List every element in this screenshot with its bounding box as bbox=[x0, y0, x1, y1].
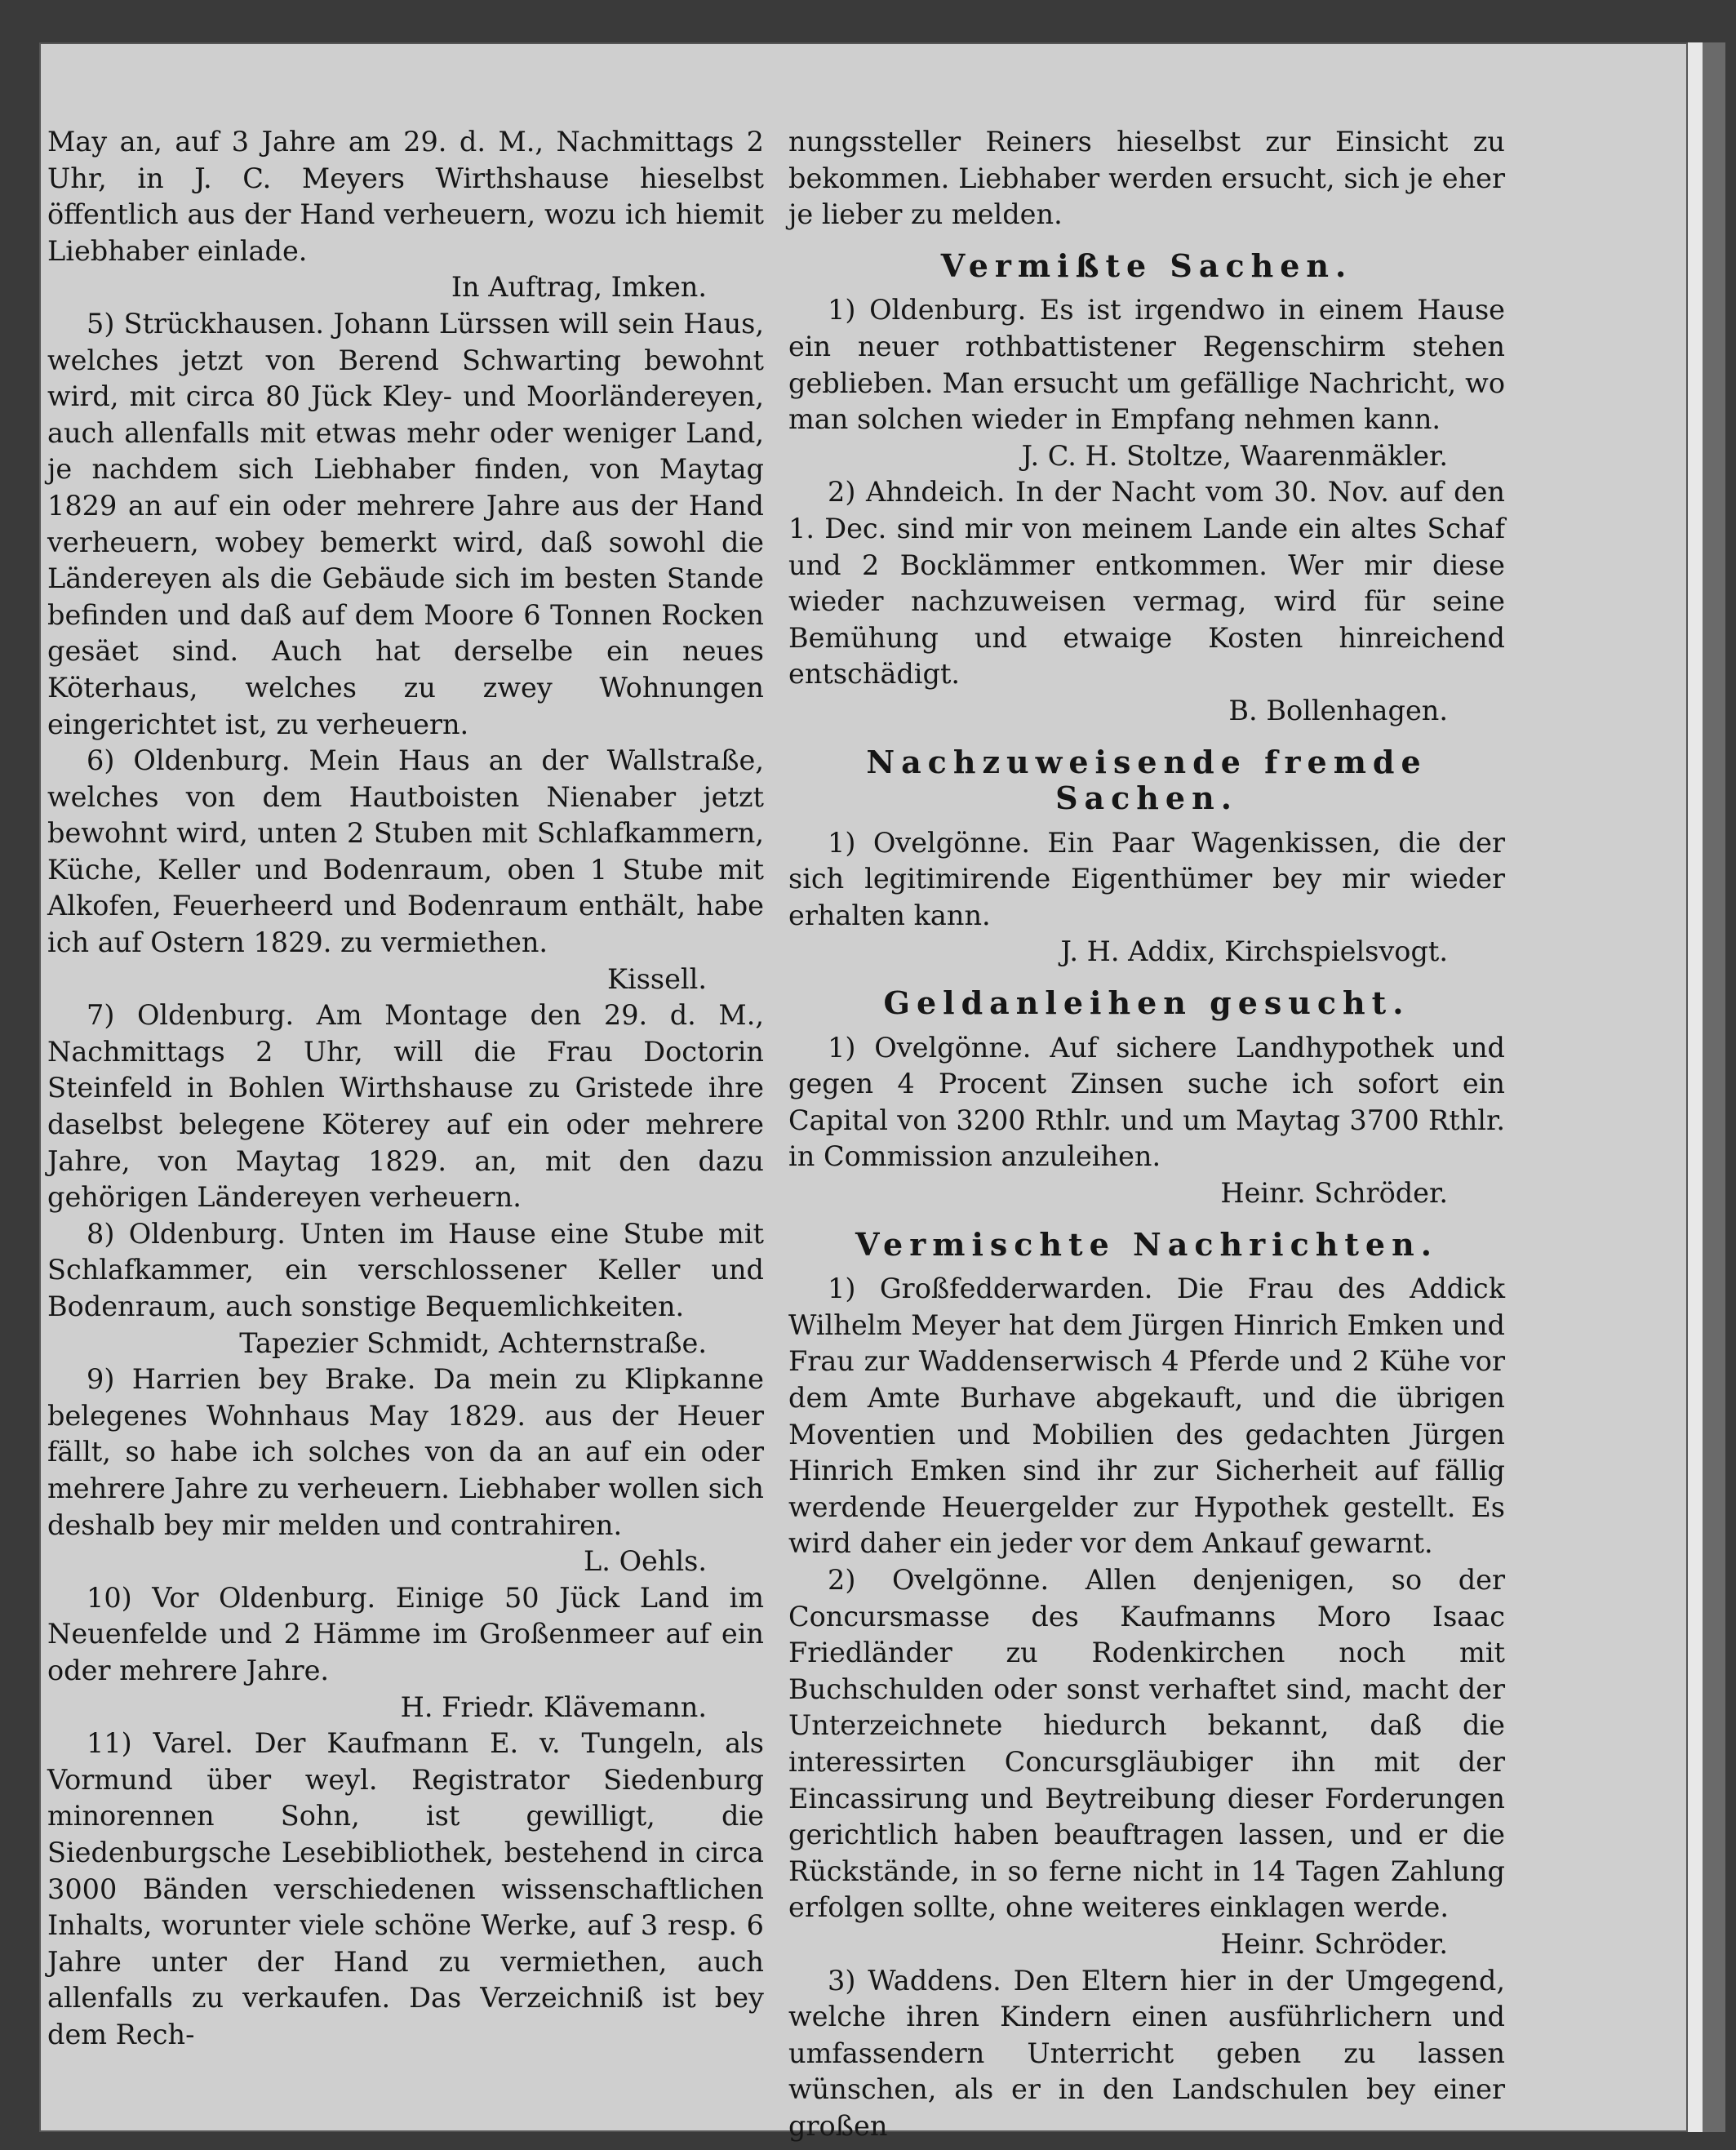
notice-paragraph: 9) Harrien bey Brake. Da mein zu Klipkanne belegenes Wohnhaus May 1829. aus der Heuer fällt, so habe ich solches von da an auf ein oder mehrere Jahre zu verheuern. Liebhaber wollen sich deshalb bey mir melden und contrahiren. bbox=[47, 1363, 764, 1541]
notice-paragraph: 1) Großfedderwarden. Die Frau des Addick Wilhelm Meyer hat dem Jürgen Hinrich Emken und Frau zur Waddenserwisch 4 Pferde und 2 Kühe vor dem Amte Burhave abgekauft, und die übrigen Moventien und Mobilien des gedachten Jürgen Hinrich Emken sind ihr zur Sicherheit auf fällig werdende Heuergelder zur Hypothek gestellt. Es wird daher ein jeder vor dem Ankauf gewarnt. bbox=[788, 1273, 1505, 1560]
section-heading: Vermißte Sachen. bbox=[940, 247, 1353, 284]
signature-line: Heinr. Schröder. bbox=[1220, 1177, 1448, 1210]
signature-line: Heinr. Schröder. bbox=[1220, 1927, 1448, 1960]
section-heading: Nachzuweisende fremde Sachen. bbox=[866, 743, 1427, 817]
newspaper-page bbox=[39, 42, 1703, 2142]
notice-paragraph: 2) Ovelgönne. Allen denjenigen, so der Concursmasse des Kaufmanns Moro Isaac Friedländer zu Rodenkirchen noch mit Buchschulden oder sonst verhaftet sind, macht der Unterzeichnete hiedurch bekannt, daß die interessirten Concursgläubiger ihn mit der Eincassirung und Beytreibung dieser Forderungen gerichtlich haben beauftragen lassen, und er die Rückstände, in so ferne nicht in 14 Tagen Zahlung erfolgen sollte, ohne weiteres einklagen werde. bbox=[788, 1563, 1505, 1924]
notice-paragraph: 8) Oldenburg. Unten im Hause eine Stube mit Schlafkammer, ein verschlossener Keller und Bodenraum, auch sonstige Bequemlichkeiten. bbox=[47, 1217, 764, 1322]
signature-line: J. H. Addix, Kirchspielsvogt. bbox=[1060, 935, 1448, 968]
notice-paragraph: 10) Vor Oldenburg. Einige 50 Jück Land im Neuenfelde und 2 Hämme im Großenmeer auf ein oder mehrere Jahre. bbox=[47, 1581, 764, 1686]
notice-paragraph: 1) Ovelgönne. Ein Paar Wagenkissen, die der sich legitimirende Eigenthümer bey mir wieder erhalten kann. bbox=[788, 826, 1505, 931]
signature-line: B. Bollenhagen. bbox=[1228, 694, 1448, 726]
signature-line: Tapezier Schmidt, Achternstraße. bbox=[239, 1326, 707, 1359]
notice-paragraph: 5) Strückhausen. Johann Lürssen will sein Haus, welches jetzt von Berend Schwarting bewohnt wird, mit circa 80 Jück Kley- und Moorländereyen, auch allenfalls mit etwas mehr oder weniger Land, je nachdem sich Liebhaber finden, von Maytag 1829 an auf ein oder mehrere Jahre aus der Hand verheuern, wobey bemerkt wird, daß sowohl die Ländereyen als die Gebäude sich im besten Stande befinden und daß auf dem Moore 6 Tonnen Rocken gesäet sind. Auch hat derselbe ein neues Köterhaus, welches zu zwey Wohnungen eingerichtet ist, zu verheuern. bbox=[47, 307, 764, 740]
signature-line: Kissell. bbox=[606, 962, 707, 995]
signature-line: L. Oehls. bbox=[584, 1545, 707, 1578]
signature-line: In Auftrag, Imken. bbox=[451, 271, 707, 304]
section-heading: Geldanleihen gesucht. bbox=[883, 984, 1410, 1022]
notice-paragraph: 3) Waddens. Den Eltern hier in der Umgegend, welche ihren Kindern einen ausführlichern und umfassendern Unterricht geben zu lassen wünschen, als er in den Landschulen bey einer großen bbox=[788, 1964, 1505, 2142]
signature-line: H. Friedr. Klävemann. bbox=[400, 1690, 707, 1723]
notice-paragraph: 1) Oldenburg. Es ist irgendwo in einem Hause ein neuer rothbattistener Regenschirm stehen geblieben. Man ersucht um gefällige Nachricht, wo man solchen wieder in Empfang nehmen kann. bbox=[788, 294, 1505, 436]
notice-paragraph: 7) Oldenburg. Am Montage den 29. d. M., Nachmittags 2 Uhr, will die Frau Doctorin Steinfeld in Bohlen Wirthshause zu Gristede ihre daselbst belegene Köterey auf ein oder mehrere Jahre, von Maytag 1829. an, mit den dazu gehörigen Ländereyen verheuern. bbox=[47, 999, 764, 1214]
notice-paragraph: nungssteller Reiners hieselbst zur Einsicht zu bekommen. Liebhaber werden ersucht, sich je eher je lieber zu melden. bbox=[788, 126, 1505, 231]
notice-paragraph: May an, auf 3 Jahre am 29. d. M., Nachmittags 2 Uhr, in J. C. Meyers Wirthshause hieselbst öffentlich aus der Hand verheuern, wozu ich hiemit Liebhaber einlade. bbox=[47, 126, 764, 267]
notice-paragraph: 11) Varel. Der Kaufmann E. v. Tungeln, als Vormund über weyl. Registrator Siedenburg minorennen Sohn, ist gewilligt, die Siedenburgsche Lesebibliothek, bestehend in circa 3000 Bänden verschiedenen wissenschaftlichen Inhalts, worunter viele schöne Werke, auf 3 resp. 6 Jahre unter der Hand zu vermiethen, auch allenfalls zu verkaufen. Das Verzeichniß ist bey dem Rech- bbox=[47, 1727, 764, 2050]
notice-paragraph: 2) Ahndeich. In der Nacht vom 30. Nov. auf den 1. Dec. sind mir von meinem Lande ein altes Schaf und 2 Bocklämmer entkommen. Wer mir diese wieder nachzuweisen vermag, wird für seine Bemühung und etwaige Kosten hinreichend entschädigt. bbox=[788, 476, 1505, 691]
signature-line: J. C. H. Stoltze, Waarenmäkler. bbox=[1021, 439, 1448, 472]
notice-paragraph: 6) Oldenburg. Mein Haus an der Wallstraße, welches von dem Hautboisten Nienaber jetzt bewohnt wird, unten 2 Stuben mit Schlafkammern, Küche, Keller und Bodenraum, oben 1 Stube mit Alkofen, Feuerheerd und Bodenraum enthält, habe ich auf Ostern 1829. zu vermiethen. bbox=[47, 744, 764, 959]
notice-paragraph: 1) Ovelgönne. Auf sichere Landhypothek und gegen 4 Procent Zinsen suche ich sofort ein Capital von 3200 Rthlr. und um Maytag 3700 Rthlr. in Commission anzuleihen. bbox=[788, 1031, 1505, 1173]
right-column bbox=[788, 124, 1505, 2144]
section-heading: Vermischte Nachrichten. bbox=[855, 1225, 1438, 1263]
left-column bbox=[47, 124, 764, 2053]
